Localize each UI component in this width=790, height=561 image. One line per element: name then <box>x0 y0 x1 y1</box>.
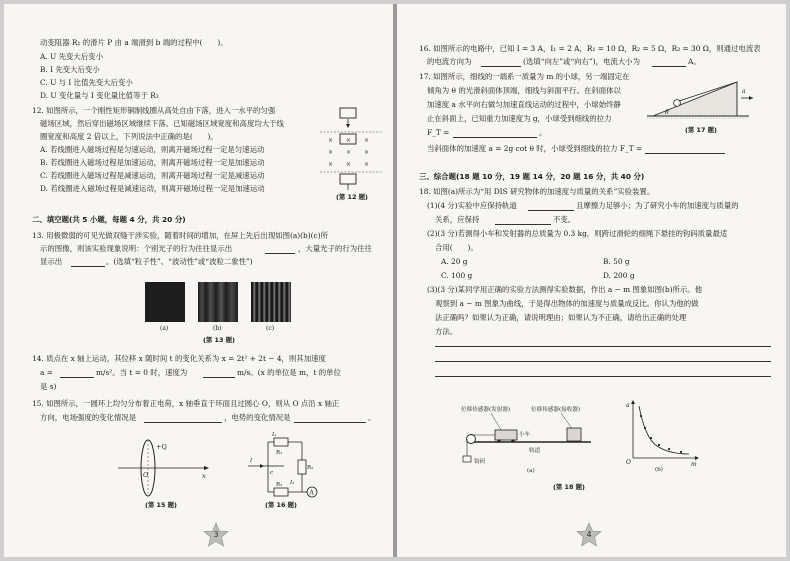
q13-image-a <box>145 282 185 322</box>
svg-text:×: × <box>328 149 334 156</box>
q18-part3-line-4: 方法。 <box>435 327 458 336</box>
section-2-heading: 二、填空题(共 5 小题，每题 4 分，共 20 分) <box>32 215 186 224</box>
q18-option-a: A. 20 g <box>441 257 468 266</box>
page-number-badge-3 <box>203 522 229 548</box>
q15-blank-1[interactable] <box>144 422 222 423</box>
q15-line-2a: 方向，电场强度的变化情况是 <box>40 413 137 422</box>
answer-line-1[interactable] <box>435 346 771 347</box>
q18-figure-b-graph <box>623 398 703 474</box>
q18-label-axis-a: a <box>626 402 630 409</box>
q13-label-a: (a) <box>160 325 169 332</box>
q16-line-2a: 的电流方向为 <box>427 57 472 66</box>
q18-label-axis-m: m <box>691 461 697 468</box>
q12-line-3: 圈宽度和高度 2 倍以上，下列说法中正确的是( )。 <box>40 132 218 141</box>
q16-label-c: c <box>270 470 274 476</box>
q16-label-i: I <box>250 458 253 464</box>
svg-text:×: × <box>364 161 370 168</box>
q13-line-2a: 示的图像，则该实验现象说明：个别光子的行为往往显示出 <box>40 244 233 253</box>
q13-blank-2[interactable] <box>71 266 105 267</box>
q17-line-2: 倾角为 θ 的光滑斜面体顶端，细线与斜面平行。在斜面体以 <box>427 86 621 95</box>
q14-line-2b: m/s²。当 t = 0 时，速度为 <box>96 368 188 377</box>
q18-line-4: (2)(3 分)若测得小车和发射器的总质量为 0.3 kg，则跨过滑轮的细绳下悬挂的钩码质量最适 <box>427 229 728 238</box>
q11-continuation: 动变阻器 R₁ 的滑片 P 由 a 端滑到 b 端的过程中( )。 <box>40 38 228 47</box>
q12-line-1: 12. 如图所示，一个刚性矩形铜制线圈从高处自由下落，进入一水平的匀强 <box>32 106 276 115</box>
q16-label-r2: R₂ <box>307 465 314 471</box>
q14-line-1: 14. 质点在 x 轴上运动，其位移 x 随时间 t 的变化关系为 x = 2t² + 2t − 4，则其加速度 <box>32 354 326 363</box>
q18-label-cart: 小车 <box>519 432 531 438</box>
q12-option-b: B. 若线圈进入磁场过程是加速运动，则离开磁场过程一定是加速运动 <box>40 158 265 167</box>
q15-label-o: O <box>143 471 149 479</box>
q17-blank-1[interactable] <box>453 137 537 138</box>
q18-line-1: 18. 如图(a)所示为“用 DIS 研究物体的加速度与质量的关系”实验装置。 <box>419 187 655 196</box>
q18-blank-2[interactable] <box>495 224 551 225</box>
page-number: 3 <box>213 530 219 539</box>
q17-line-5a: F_T = <box>427 128 450 137</box>
q14-line-3: 是 s) <box>40 382 57 391</box>
q12-caption: (第 12 题) <box>336 193 368 201</box>
q15-line-2c: 。 <box>368 413 376 422</box>
q11-option-a: A. U 先变大后变小 <box>40 52 103 61</box>
q12-line-2: 磁场区域，然后穿出磁场区域继续下落。已知磁场区域宽度和高度均大于线 <box>40 119 284 128</box>
q18-option-c: C. 100 g <box>441 271 473 280</box>
q15-line-2b: ，电势的变化情况是 <box>224 413 291 422</box>
q17-figure-incline <box>645 76 755 122</box>
q15-figure-charged-ring <box>112 436 212 500</box>
q16-label-ammeter: A <box>309 489 314 497</box>
q18-line-2a: (1)(4 分)实验中应保持轨道 <box>427 201 517 210</box>
q13-line-1: 13. 用极微弱的可见光做双缝干涉实验，随着时间的增加，在屏上先后出现如图(a)(b)(c)所 <box>32 231 328 240</box>
q18-label-hook-weight: 钩码 <box>474 459 486 465</box>
page-4 <box>397 4 786 557</box>
q12-option-c: C. 若线圈进入磁场过程是减速运动，则离开磁场过程一定是减速运动 <box>40 171 265 180</box>
q17-line-1: 17. 如图所示，细线的一端系一质量为 m 的小球，另一端固定在 <box>419 72 630 81</box>
q14-blank-1[interactable] <box>60 377 94 378</box>
q15-caption: (第 15 题) <box>145 501 177 509</box>
svg-text:×: × <box>346 149 352 156</box>
q18-option-b: B. 50 g <box>603 257 630 266</box>
q11-option-c: C. U 与 I 比值先变大后变小 <box>40 78 133 87</box>
q18-line-3b: 不变。 <box>553 215 576 224</box>
q17-label-a: a <box>742 88 746 95</box>
svg-text:×: × <box>364 149 370 156</box>
q14-line-2c: m/s。(x 的单位是 m，t 的单位 <box>237 368 341 377</box>
q18-label-transmitter: 位移传感器(发射器) <box>461 407 511 413</box>
q15-blank-2[interactable] <box>294 422 366 423</box>
q13-line-3b: 。(选填“粒子性”、“波动性”或“波粒二象性”) <box>106 257 253 266</box>
svg-text:×: × <box>328 161 334 168</box>
q13-caption: (第 13 题) <box>203 336 235 344</box>
q14-line-2a: a = <box>40 368 53 377</box>
q16-label-i1: I₁ <box>272 432 277 438</box>
answer-line-3[interactable] <box>435 376 771 377</box>
q18-label-track: 轨道 <box>529 448 541 454</box>
q13-line-2b: ，大量光子的行为往往 <box>298 244 372 253</box>
svg-text:×: × <box>364 137 370 144</box>
q15-line-1: 15. 如图所示，一圆环上均匀分布着正电荷，x 轴垂直于环面且过圆心 O，则从 O 点沿 x 轴正 <box>32 399 340 408</box>
q11-option-d: D. U 变化量与 I 变化量比值等于 R₃ <box>40 91 159 100</box>
q12-figure-coil-magnetic-field <box>316 104 386 192</box>
q16-label-r1: R₁ <box>276 450 283 456</box>
q18-option-d: D. 200 g <box>603 271 635 280</box>
q17-blank-2[interactable] <box>645 153 725 154</box>
q17-line-4: 止在斜面上，已知重力加速度为 g，小球受到细线的拉力 <box>427 114 612 123</box>
q16-label-i2: I₂ <box>290 480 295 486</box>
q11-option-b: B. I 先变大后变小 <box>40 65 100 74</box>
q17-caption: (第 17 题) <box>685 126 717 134</box>
q17-line-5b: 。 <box>539 128 547 137</box>
q18-line-5: 合用( )。 <box>435 243 478 252</box>
svg-text:×: × <box>346 137 352 144</box>
q12-option-d: D. 若线圈进入磁场过程是减速运动，则离开磁场过程一定是加速运动 <box>40 184 265 193</box>
section-3-heading: 三、综合题(18 题 10 分，19 题 14 分，20 题 16 分，共 40 分) <box>419 172 645 181</box>
q13-blank-1[interactable] <box>265 253 295 254</box>
q16-line-2b: (选填“向左”或“向右”)，电流大小为 <box>523 57 640 66</box>
q12-option-a: A. 若线圈进入磁场过程是匀速运动，则离开磁场过程一定是匀速运动 <box>40 145 265 154</box>
q18-caption: (第 18 题) <box>553 483 585 491</box>
q18-part3-line-2: 观察到 a − m 图象为曲线，于是得出物体的加速度与质量成反比。你认为他的做 <box>435 299 699 308</box>
q13-image-c <box>251 282 291 322</box>
q13-label-b: (b) <box>213 325 222 332</box>
q18-label-receiver: 位移传感器(接收器) <box>531 407 581 413</box>
q16-blank-direction[interactable] <box>481 66 521 67</box>
q13-line-3a: 显示出 <box>40 257 63 266</box>
q13-image-b <box>198 282 238 322</box>
q15-label-x: x <box>202 472 206 480</box>
q17-label-theta: θ <box>665 109 669 116</box>
q18-label-origin: O <box>626 459 631 466</box>
q16-figure-circuit <box>244 432 324 500</box>
q18-part3-line-1: (3)(3 分)某同学用正确的实验方法测得实验数据，作出 a − m 图象如图(b)所示。他 <box>427 285 703 294</box>
q18-line-3a: 关系，应保持 <box>435 215 480 224</box>
q16-caption: (第 16 题) <box>265 501 297 509</box>
q17-line-6: 当斜面体的加速度 a = 2g cot θ 时，小球受到细线的拉力 F_T = <box>427 144 643 153</box>
q18-blank-1[interactable] <box>528 210 574 211</box>
q16-line-2c: A。 <box>688 57 701 66</box>
q15-label-q: +Q <box>156 443 167 451</box>
svg-text:×: × <box>346 161 352 168</box>
q16-label-r3: R₃ <box>276 482 283 488</box>
page-number-badge-4 <box>576 522 602 548</box>
page-number: 4 <box>586 530 592 539</box>
page-3 <box>4 4 393 557</box>
q17-line-3: 加速度 a 水平向右做匀加速直线运动的过程中，小球始终静 <box>427 100 621 109</box>
q16-blank-magnitude[interactable] <box>652 66 686 67</box>
q18-label-fig-a: (a) <box>527 468 535 474</box>
q18-label-fig-b: (b) <box>655 467 663 473</box>
svg-text:×: × <box>328 137 334 144</box>
q14-blank-2[interactable] <box>203 377 235 378</box>
q18-line-2b: 且摩擦力足够小；为了研究小车的加速度与质量的 <box>576 201 739 210</box>
answer-line-2[interactable] <box>435 361 771 362</box>
q13-label-c: (c) <box>266 325 275 332</box>
q18-part3-line-3: 法正确吗？如果认为正确，请说明理由；如果认为不正确，请给出正确的处理 <box>435 313 687 322</box>
q18-figure-a-apparatus <box>461 402 611 474</box>
q16-line-1: 16. 如图所示的电路中，已知 I = 3 A，I₁ = 2 A，R₁ = 10 Ω，R₂ = 5 Ω，R₃ = 30 Ω，则通过电流表 <box>419 44 761 53</box>
